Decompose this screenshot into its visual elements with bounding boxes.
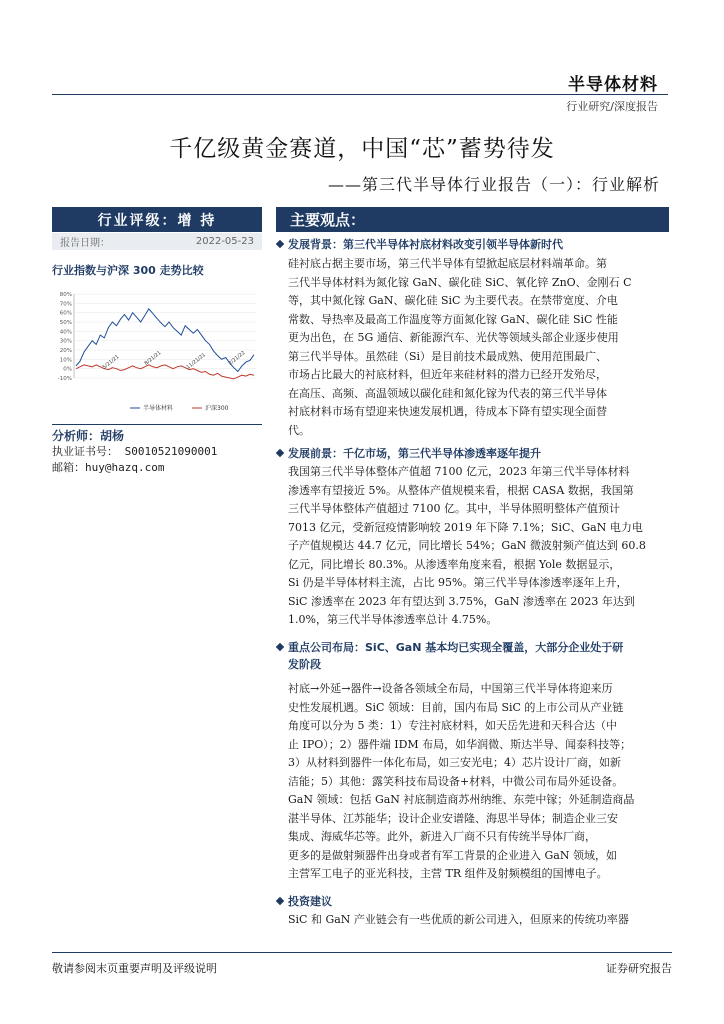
header-divider xyxy=(52,94,668,95)
report-title: 千亿级黄金赛道，中国“芯”蓄势待发 xyxy=(169,136,555,162)
paragraph-line: 衬底→外延→器件→设备各领域全布局，中国第三代半导体将迎来历 xyxy=(288,682,613,695)
y-tick-label: -10% xyxy=(57,376,72,382)
report-date-label: 报告日期： xyxy=(60,238,110,249)
x-tick-label: 5/21/21 xyxy=(101,354,121,371)
paragraph-line: Si 仍是半导体材料主流，占比 95%。第三代半导体渗透率逐年上升， xyxy=(288,576,628,589)
report-date-row xyxy=(52,233,262,250)
key-points-heading: 主要观点： xyxy=(276,207,669,232)
paragraph-line: 三代半导体材料为氮化镓 GaN、碳化硅 SiC、氧化锌 ZnO、金刚石 C xyxy=(288,275,632,289)
paragraph-line: 更多的是做射频器件出身或者有军工背景的企业进入 GaN 领域，如 xyxy=(288,848,617,862)
analyst-license: 执业证书号： S0010521090001 xyxy=(52,445,218,458)
report-subcategory: 行业研究/深度报告 xyxy=(566,100,658,113)
bullet-companies-title-1: 重点公司布局：SiC、GaN 基本均已实现全覆盖，大部分企业处于研 xyxy=(288,641,624,654)
paragraph-line: 衬底材料市场有望迎来快速发展机遇，待成本下降有望实现全面替 xyxy=(288,405,607,418)
paragraph-line: 集成、海威华芯等。此外，新进入厂商不只有传统半导体厂商， xyxy=(288,830,596,843)
paragraph-line: 3）从材料到器件一体化布局，如三安光电；4）芯片设计厂商，如新 xyxy=(288,756,621,769)
bullet-investment-title: 投资建议 xyxy=(288,895,332,908)
chart-svg xyxy=(52,282,262,420)
paragraph-line: 我国第三代半导体整体产值超 7100 亿元，2023 年第三代半导体材料 xyxy=(288,465,630,478)
bullet-investment xyxy=(276,893,669,910)
paragraph-investment xyxy=(288,911,669,930)
paragraph-background xyxy=(288,255,669,440)
chart-title: 行业指数与沪深 300 走势比较 xyxy=(52,264,204,277)
paragraph-line: 角度可以分为 5 类：1）专注衬底材料，如天岳先进和天科合达（中 xyxy=(288,719,617,732)
report-subtitle: ——第三代半导体行业报告（一）：行业解析 xyxy=(327,175,660,194)
diamond-bullet-icon xyxy=(276,897,284,905)
paragraph-line: 在高压、高频、高温领域以碳化硅和氮化镓为代表的第三代半导体 xyxy=(288,386,607,400)
legend-label: 半导体材料 xyxy=(143,405,174,412)
paragraph-line: 1.0%，第三代半导体渗透率总计 4.75%。 xyxy=(288,613,498,626)
paragraph-line: 洁能；5）其他：露笑科技布局设备+材料，中微公司布局外延设备。 xyxy=(288,774,624,788)
diamond-bullet-icon xyxy=(276,240,284,248)
paragraph-line: 主营军工电子的亚光科技，主营 TR 组件及射频模组的国博电子。 xyxy=(288,867,608,880)
x-tick-label: 2/21/22 xyxy=(227,350,247,367)
report-category: 半导体材料 xyxy=(568,75,658,95)
paragraph-line: 代。 xyxy=(288,423,310,437)
paragraph-line: 渗透率有望接近 5%。从整体产值规模来看，根据 CASA 数据，我国第 xyxy=(288,483,634,497)
paragraph-line: 等，其中氮化镓 GaN、碳化硅 SiC 为主要代表。在禁带宽度、介电 xyxy=(288,294,618,307)
paragraph-line: 更为出色，在 5G 通信、新能源汽车、光伏等领域头部企业逐步使用 xyxy=(288,331,619,344)
report-date-value: 2022-05-23 xyxy=(195,236,254,247)
bullet-background xyxy=(276,236,669,253)
y-tick-label: 0% xyxy=(63,366,72,373)
paragraph-line: 7013 亿元，受新冠疫情影响较 2019 年下降 7.1%；SiC、GaN 电力电 xyxy=(288,520,643,534)
paragraph-companies xyxy=(288,680,669,884)
paragraph-line: SiC 渗透率在 2023 年有望达到 3.75%，GaN 渗透率在 2023 年达到 xyxy=(288,594,635,608)
y-tick-label: 10% xyxy=(59,357,72,364)
diamond-bullet-icon xyxy=(276,643,284,651)
paragraph-line: 史性发展机遇。SiC 领域：目前，国内布局 SiC 的上市公司从产业链 xyxy=(288,700,624,714)
paragraph-line: 常数、导热率及最高工作温度等方面氮化镓 GaN、碳化硅 SiC 性能 xyxy=(288,312,618,326)
paragraph-line: 第三代半导体。虽然硅（Si）是目前技术最成熟、使用范围最广、 xyxy=(288,349,608,363)
paragraph-line: SiC 和 GaN 产业链会有一些优质的新公司进入，但原来的传统功率器 xyxy=(288,913,629,926)
bullet-prospects-title: 发展前景：千亿市场，第三代半导体渗透率逐年提升 xyxy=(288,447,541,460)
bullet-companies-title-2: 发阶段 xyxy=(288,658,321,671)
y-tick-label: 20% xyxy=(59,348,72,354)
x-tick-label: 11/21/21 xyxy=(185,352,207,371)
paragraph-line: 硅衬底占据主要市场，第三代半导体有望掀起底层材料端革命。第 xyxy=(288,257,607,270)
y-tick-label: 30% xyxy=(59,338,72,345)
y-tick-label: 80% xyxy=(59,292,72,298)
y-tick-label: 70% xyxy=(59,301,72,308)
index-comparison-chart xyxy=(52,282,262,420)
paragraph-line: 三代半导体整体产值超过 7100 亿。其中，半导体照明整体产值预计 xyxy=(288,502,620,515)
diamond-bullet-icon xyxy=(276,449,284,457)
y-tick-label: 50% xyxy=(59,320,72,326)
x-tick-label: 8/21/21 xyxy=(143,350,163,367)
y-tick-label: 40% xyxy=(59,329,72,336)
paragraph-prospects xyxy=(288,463,669,630)
bullet-prospects xyxy=(276,445,669,462)
industry-rating: 行业评级：增 持 xyxy=(52,207,262,232)
analyst-email: 邮箱：huy@hazq.com xyxy=(52,461,165,474)
bullet-background-title: 发展背景：第三代半导体衬底材料改变引领半导体新时代 xyxy=(288,238,563,251)
analyst-name: 分析师：胡杨 xyxy=(52,424,262,444)
paragraph-line: 市场占比最大的衬底材料，但近年来硅材料的潜力已经开发殆尽， xyxy=(288,368,607,381)
y-tick-label: 60% xyxy=(59,310,72,317)
paragraph-line: 止 IPO）；2）器件端 IDM 布局，如华润微、斯达半导、闻泰科技等； xyxy=(288,737,632,751)
legend-label: 沪深300 xyxy=(205,405,229,412)
bullet-companies xyxy=(276,639,669,673)
paragraph-line: GaN 领域：包括 GaN 衬底制造商苏州纳维、东莞中镓；外延制造商晶 xyxy=(288,793,635,806)
paragraph-line: 亿元，同比增长 80.3%。从渗透率角度来看，根据 Yole 数据显示， xyxy=(288,557,621,571)
footer-divider xyxy=(52,952,672,953)
footer-report-type: 证券研究报告 xyxy=(606,962,672,975)
footer-disclaimer: 敬请参阅末页重要声明及评级说明 xyxy=(52,962,217,975)
paragraph-line: 子产值规模达 44.7 亿元，同比增长 54%；GaN 微波射频产值达到 60.8 xyxy=(288,539,646,552)
paragraph-line: 湛半导体、江苏能华；设计企业安谱隆、海思半导体；制造企业三安 xyxy=(288,811,618,825)
